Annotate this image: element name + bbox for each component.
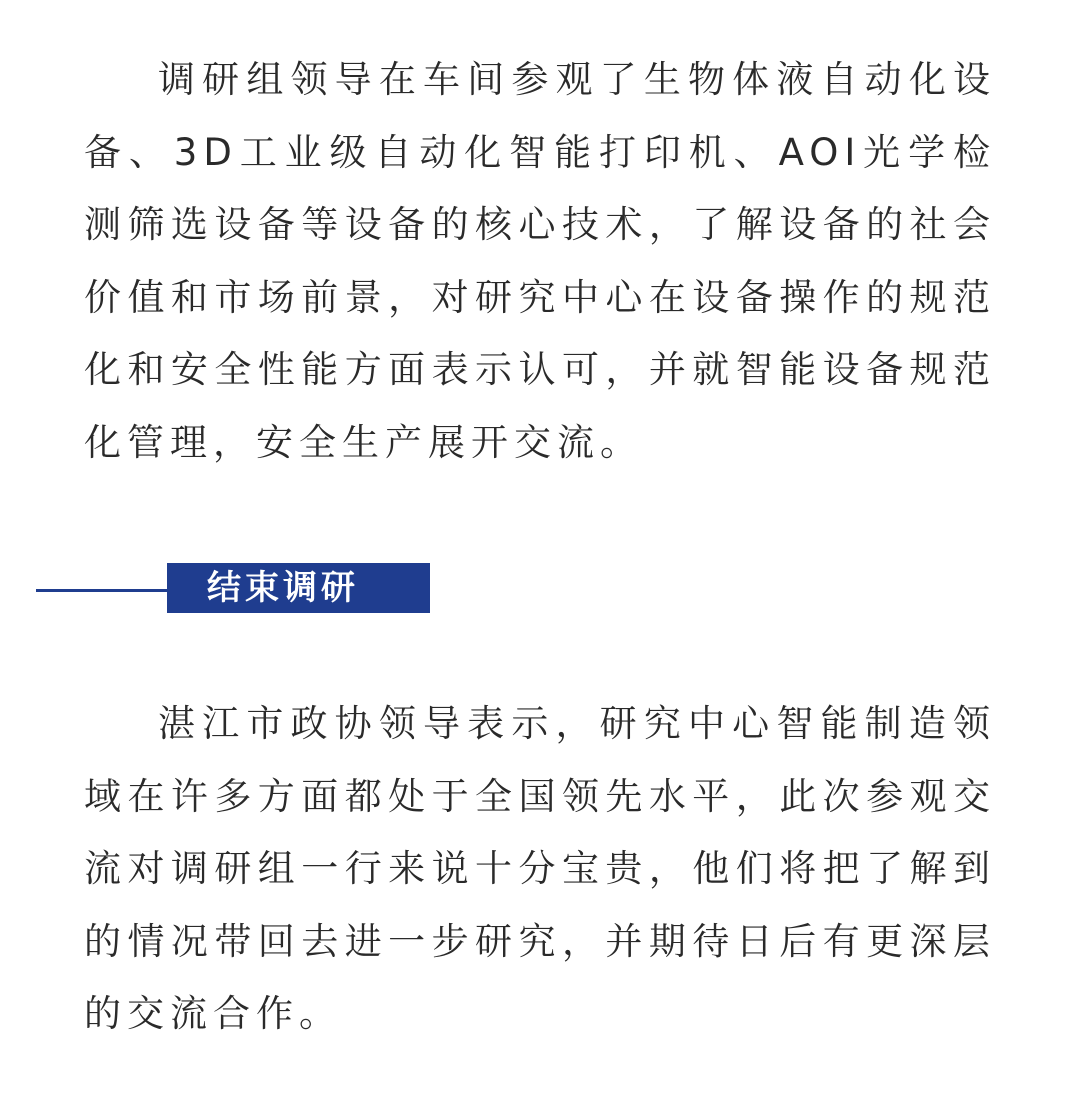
section-title-banner <box>167 563 430 613</box>
section-divider-line <box>36 589 170 592</box>
section-title: 结束调研 <box>207 568 359 608</box>
body-paragraph-intro: 调研组领导在车间参观了生物体液自动化设备、3D工业级自动化智能打印机、AOI光学检测筛选设备等设备的核心技术，了解设备的社会价值和市场前景，对研究中心在设备操作的规范化和安全性能方面表示认可，并就智能设备规范化管理，安全生产展开交流。 <box>84 58 996 464</box>
section-header <box>36 560 436 616</box>
body-paragraph-closing: 湛江市政协领导表示，研究中心智能制造领域在许多方面都处于全国领先水平，此次参观交流对调研组一行来说十分宝贵，他们将把了解到的情况带回去进一步研究，并期待日后有更深层的交流合作。 <box>84 702 996 1036</box>
